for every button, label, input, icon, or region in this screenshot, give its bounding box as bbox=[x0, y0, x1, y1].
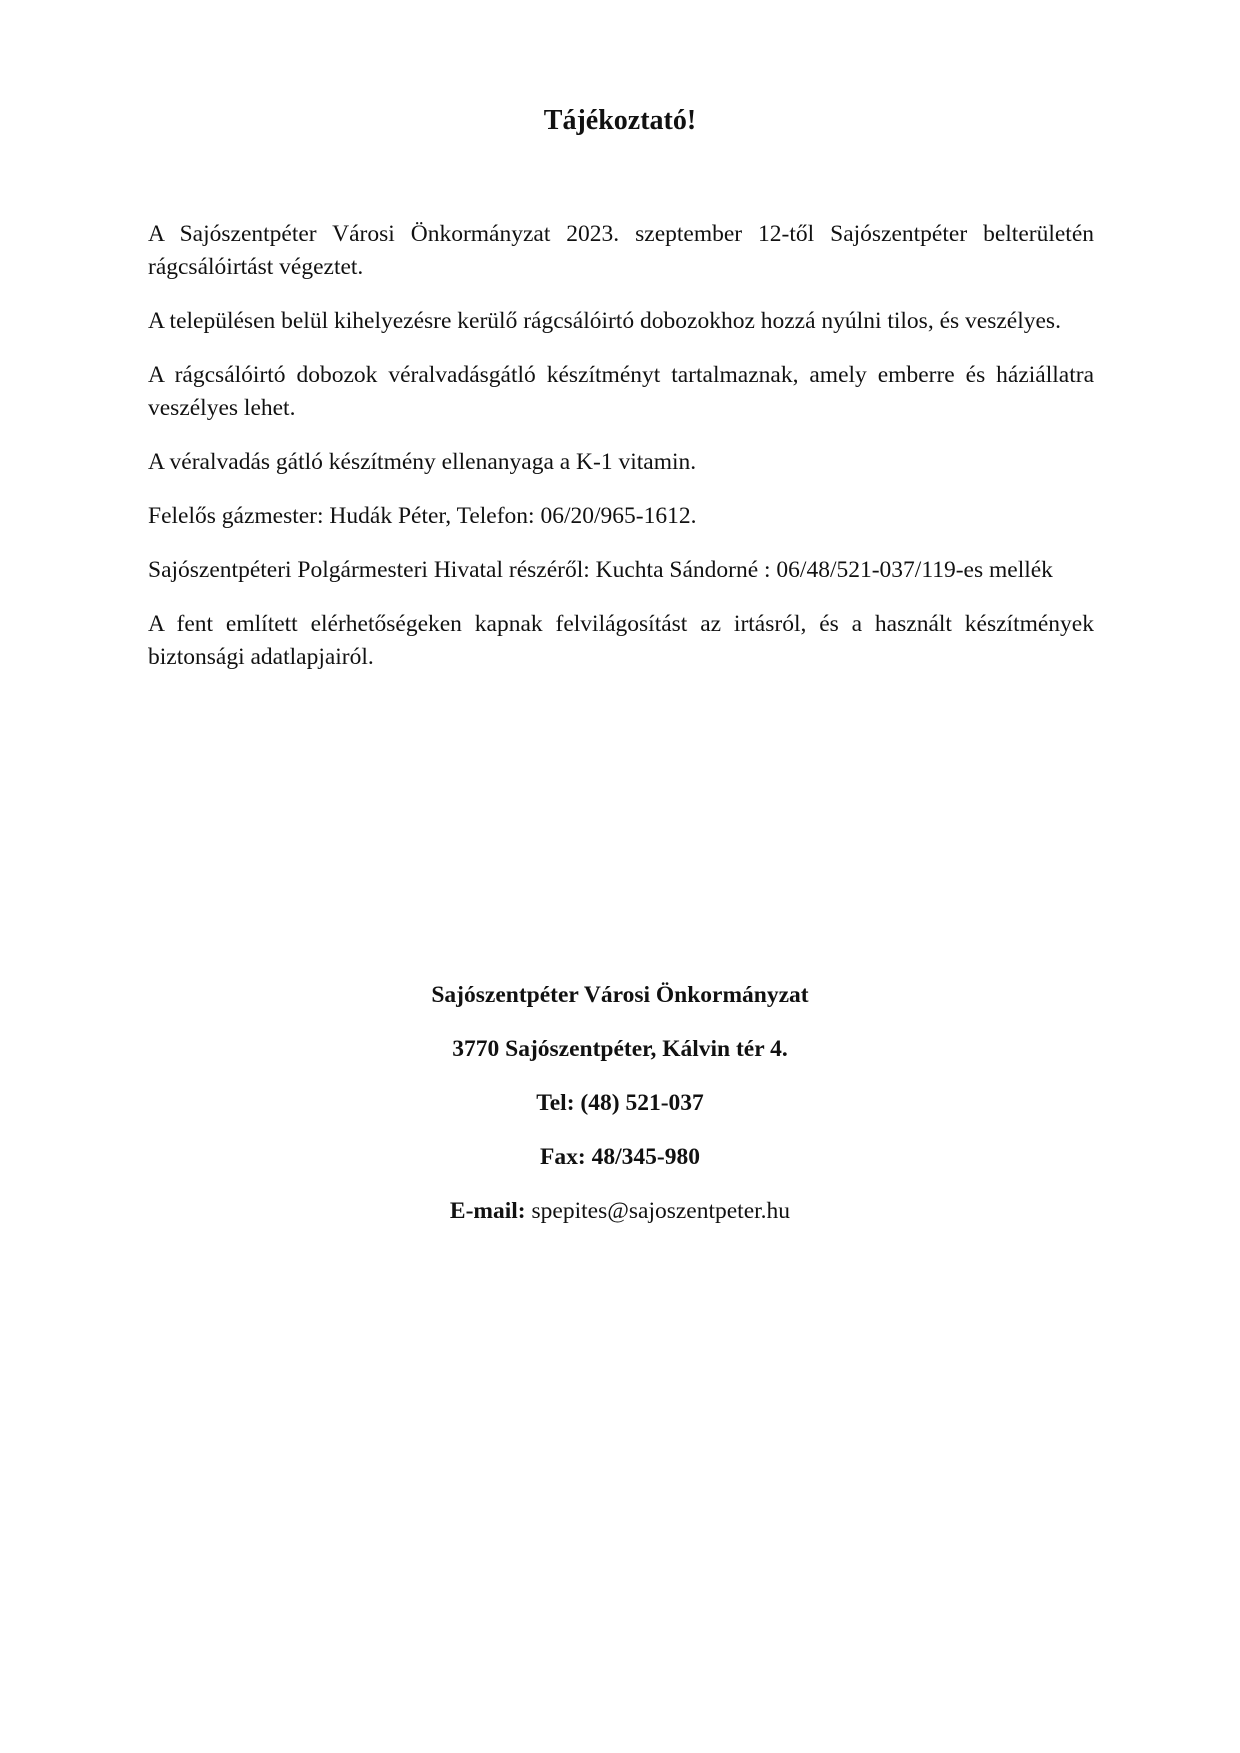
contact-fax: Fax: 48/345-980 bbox=[540, 1144, 700, 1170]
paragraph-responsible: Felelős gázmester: Hudák Péter, Telefon: 06/20/965-1612. bbox=[148, 503, 697, 529]
paragraph-office-contact: Sajószentpéteri Polgármesteri Hivatal részéről: Kuchta Sándorné : 06/48/521-037/119-es mellék bbox=[148, 557, 1053, 583]
paragraph-intro: A Sajószentpéter Városi Önkormányzat 2023. szeptember 12-től Sajószentpéter belterületén rágcsálóirtást végeztet. bbox=[148, 221, 1094, 280]
page-title: Tájékoztató! bbox=[543, 105, 697, 136]
email-address: spepites@sajoszentpeter.hu bbox=[531, 1198, 791, 1224]
contact-email-line bbox=[0, 1194, 1240, 1248]
contact-block bbox=[0, 978, 1240, 1248]
email-label: E-mail: bbox=[449, 1198, 526, 1224]
paragraph-info: A fent említett elérhetőségeken kapnak felvilágosítást az irtásról, és a használt készítmények biztonsági adatlapjairól. bbox=[148, 611, 1094, 670]
paragraph-danger: A rágcsálóirtó dobozok véralvadásgátló készítményt tartalmaznak, amely emberre és háziállatra veszélyes lehet. bbox=[148, 362, 1094, 421]
contact-organization: Sajószentpéter Városi Önkormányzat bbox=[431, 982, 809, 1008]
contact-phone: Tel: (48) 521-037 bbox=[536, 1090, 704, 1116]
notice-body bbox=[148, 218, 1094, 695]
paragraph-antidote: A véralvadás gátló készítmény ellenanyaga a K-1 vitamin. bbox=[148, 449, 697, 475]
contact-address: 3770 Sajószentpéter, Kálvin tér 4. bbox=[452, 1036, 788, 1062]
paragraph-warning: A településen belül kihelyezésre kerülő rágcsálóirtó dobozokhoz hozzá nyúlni tilos, és veszélyes. bbox=[148, 308, 1061, 334]
